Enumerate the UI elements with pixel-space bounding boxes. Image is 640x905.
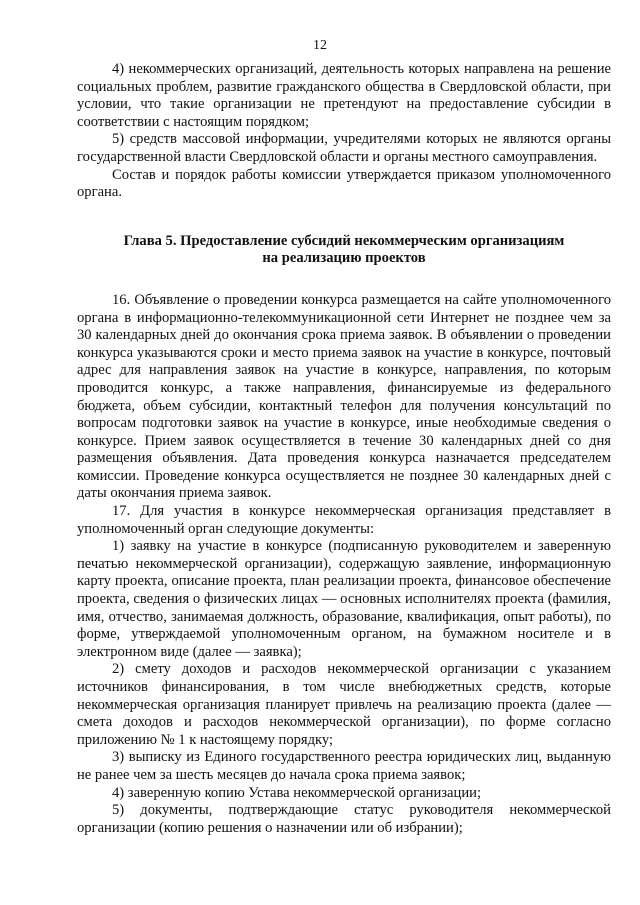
paragraph-16: 16. Объявление о проведении конкурса размещается на сайте уполномоченного органа в информационно-телекоммуникационной сети Интернет не позднее чем за 30 календарных дней до окончания срока приема заявок. В объявлении о проведении конкурса указываются сроки и место приема заявок на участие в конкурсе, почтовый адрес для направления заявок на участие в конкурсе, направления, по которым проводится конкурс, а также направления, финансируемые из федерального бюджета, объем субсидии, контактный телефон для получения консультаций по вопросам подготовки заявок на участие в конкурсе, иные необходимые сведения о конкурсе. Прием заявок осуществляется в течение 30 календарных дней со дня размещения объявления. Дата проведения конкурса назначается председателем комиссии. Проведение конкурса осуществляется не позднее 30 календарных дней с даты окончания приема заявок. xyxy=(77,291,611,502)
paragraph-17-item-5: 5) документы, подтверждающие статус руководителя некоммерческой организации (копию решения о назначении или об избрании); xyxy=(77,802,611,836)
chapter-title-line-2: на реализацию проектов xyxy=(262,250,426,267)
paragraph-commission: Состав и порядок работы комиссии утверждается приказом уполномоченного органа. xyxy=(77,166,611,201)
document-body xyxy=(77,61,611,837)
chapter-heading xyxy=(77,233,611,268)
paragraph-17-item-3: 3) выписку из Единого государственного реестра юридических лиц, выданную не ранее чем за шесть месяцев до начала срока приема заявок; xyxy=(77,749,611,783)
paragraph-17-item-4: 4) заверенную копию Устава некоммерческой организации; xyxy=(112,784,482,801)
paragraph-item-4: 4) некоммерческих организаций, деятельность которых направлена на решение социальных проблем, развитие гражданского общества в Свердловской области, при условии, что такие организации не претендуют на предоставление субсидии в соответствии с настоящим порядком; xyxy=(77,61,611,130)
paragraph-17-item-1: 1) заявку на участие в конкурсе (подписанную руководителем и заверенную печатью некоммерческой организации), содержащую заявление, информационную карту проекта, описание проекта, план реализации проекта, финансовое обеспечение проекта, сведения о физических лицах — основных исполнителях проекта (фамилия, имя, отчество, занимаемая должность, образование, квалификация, опыт работы), по форме, утверждаемой уполномоченным органом, на бумажном носителе и в электронном виде (далее — заявка); xyxy=(77,538,611,660)
page-number: 12 xyxy=(313,38,327,53)
paragraph-item-5: 5) средств массовой информации, учредителями которых не являются органы государственной власти Свердловской области и органы местного самоуправления. xyxy=(77,131,611,165)
paragraph-17: 17. Для участия в конкурсе некоммерческая организация представляет в уполномоченный орган следующие документы: xyxy=(77,503,611,537)
paragraph-17-item-2: 2) смету доходов и расходов некоммерческой организации с указанием источников финансирования, в том числе внебюджетных средств, которые некоммерческая организация планирует привлечь на реализацию проекта (далее — смета доходов и расходов некоммерческой организации), по форме согласно приложению № 1 к настоящему порядку; xyxy=(77,661,611,748)
chapter-title-line-1: Глава 5. Предоставление субсидий некоммерческим организациям xyxy=(123,232,565,249)
